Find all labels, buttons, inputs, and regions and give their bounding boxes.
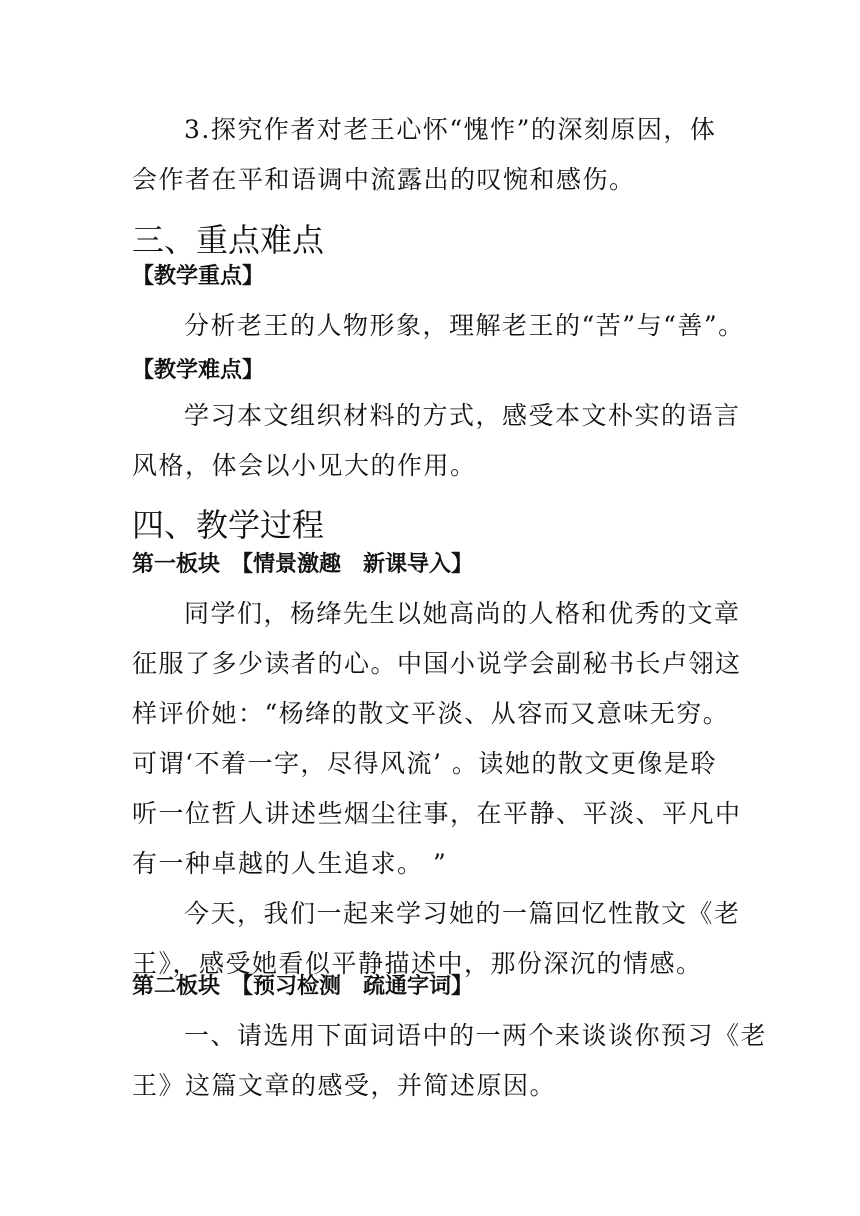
teaching-difficulty-line-2: 风格，体会以小见大的作用。 [132,451,477,480]
block-2-paragraph-line: 王》这篇文章的感受，并简述原因。 [132,1071,557,1100]
teaching-difficulty-line-1: 学习本文组织材料的方式，感受本文朴实的语言 [184,401,741,430]
block-1-paragraph-line: 同学们，杨绛先生以她高尚的人格和优秀的文章 [184,599,741,628]
block-1-paragraph-2-line: 今天，我们一起来学习她的一篇回忆性散文《老 [184,899,741,928]
section-3-heading: 三、重点难点 [132,221,325,259]
section-4-heading: 四、教学过程 [132,506,325,544]
teaching-focus-label: 【教学重点】 [132,264,265,289]
objective-3-line-2: 会作者在平和语调中流露出的叹惋和感伤。 [132,165,636,194]
block-1-paragraph-line: 样评价她：“杨绛的散文平淡、从容而又意味无穷。 [132,699,730,728]
objective-3-line-1: 3.探究作者对老王心怀“愧怍”的深刻原因，体 [184,115,717,144]
block-1-paragraph-2-line: 王》，感受她看似平静描述中，那份深沉的情感。 [132,949,703,978]
block-1-paragraph-line: 有一种卓越的人生追求。 ” [132,849,448,878]
block-1-paragraph-line: 听一位哲人讲述些烟尘往事，在平静、平淡、平凡中 [132,799,742,828]
block-2-paragraph-line: 一、请选用下面词语中的一两个来谈谈你预习《老 [184,1021,768,1050]
block-1-paragraph-line: 征服了多少读者的心。中国小说学会副秘书长卢翎这 [132,649,742,678]
teaching-focus-text: 分析老王的人物形象，理解老王的“苦”与“善”。 [184,311,745,340]
block-1-paragraph-line: 可谓‘不着一字，尽得风流’ 。读她的散文更像是聆 [132,749,717,778]
teaching-difficulty-label: 【教学难点】 [132,358,265,383]
block-2-title: 第二板块 【预习检测 疏通字词】 [132,974,474,999]
block-1-title: 第一板块 【情景激趣 新课导入】 [132,552,474,577]
